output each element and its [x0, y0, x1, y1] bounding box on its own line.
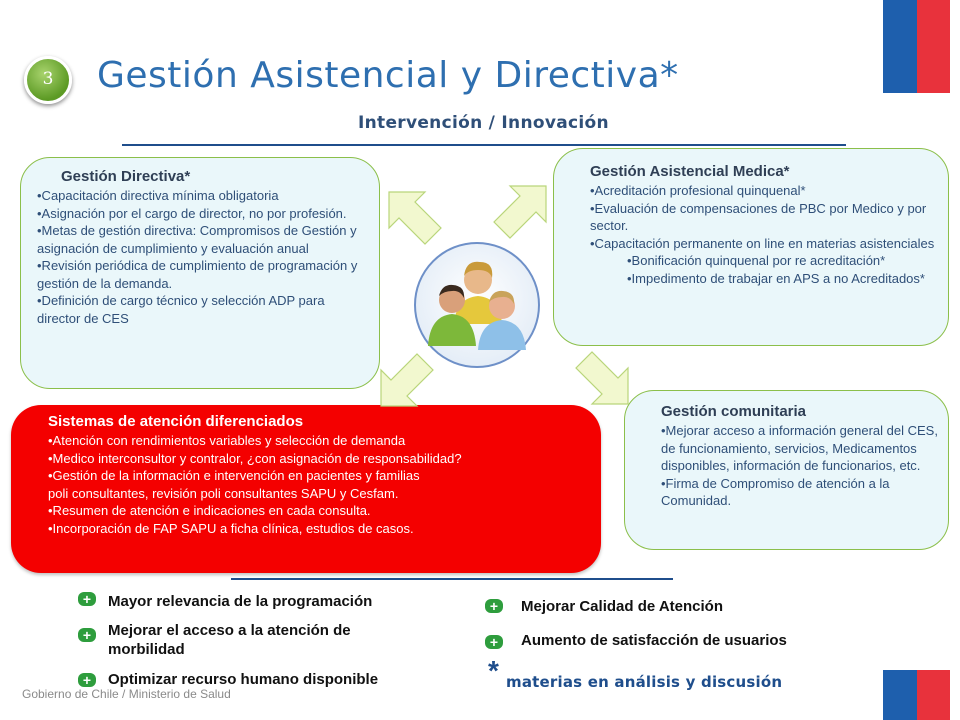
list-item: •Resumen de atención e indicaciones en cada consulta. [48, 503, 371, 518]
sistemas-atencion-list [48, 432, 593, 537]
plus-icon: + [485, 635, 503, 649]
page-subtitle: Intervención / Innovación [358, 113, 609, 133]
list-item: •Capacitación permanente on line en materias asistenciales [590, 235, 935, 251]
arrow-down-right-icon [572, 348, 632, 408]
divider-top [122, 144, 846, 146]
sistemas-atencion-box [11, 405, 601, 573]
divider-bottom [231, 578, 673, 580]
list-item: •Incorporación de FAP SAPU a ficha clínica, estudios de casos. [48, 520, 414, 536]
outcome-item: Mejorar Calidad de Atención [521, 598, 723, 615]
people-group-icon [412, 240, 542, 370]
arrow-up-right-icon [490, 182, 550, 242]
sistemas-atencion-heading: Sistemas de atención diferenciados [48, 413, 304, 430]
chile-flag-top-icon [883, 0, 950, 93]
plus-icon: + [78, 628, 96, 642]
plus-icon: + [78, 673, 96, 687]
list-item: •Firma de Compromiso de atención a la Comunidad. [661, 475, 890, 508]
footer-text: Gobierno de Chile / Ministerio de Salud [22, 687, 231, 701]
outcome-item: Aumento de satisfacción de usuarios [521, 632, 787, 649]
outcome-item: Mejorar el acceso a la atención de morbilidad [108, 622, 351, 658]
gestion-comunitaria-box [624, 390, 949, 550]
footnote-text: materias en análisis y discusión [506, 673, 783, 691]
list-item: •Atención con rendimientos variables y selección de demanda [48, 433, 406, 448]
list-item: •Bonificación quinquenal por re acreditación* [627, 253, 886, 268]
list-item: •Acreditación profesional quinquenal* [590, 183, 806, 198]
gestion-asistencial-heading: Gestión Asistencial Medica* [590, 163, 790, 180]
page-title: Gestión Asistencial y Directiva* [97, 55, 679, 96]
outcome-item: Mayor relevancia de la programación [108, 593, 373, 610]
list-item: •Gestión de la información e intervención en pacientes y familias [48, 468, 420, 483]
list-item: poli consultantes, revisión poli consultantes SAPU y Cesfam. [48, 485, 399, 501]
list-item: •Revisión periódica de cumplimiento de programación y gestión de la demanda. [37, 258, 358, 291]
gestion-directiva-heading: Gestión Directiva* [61, 168, 191, 185]
gestion-comunitaria-list [661, 422, 942, 510]
list-item: •Medico interconsultor y contralor, ¿con asignación de responsabilidad? [48, 450, 462, 466]
list-item: •Metas de gestión directiva: Compromisos de Gestión y asignación de cumplimiento y evaluación anual [37, 223, 357, 256]
gestion-asistencial-box [553, 148, 949, 346]
list-item: •Impedimento de trabajar en APS a no Acreditados* [627, 270, 925, 286]
gestion-directiva-list [37, 187, 369, 327]
plus-icon: + [78, 592, 96, 606]
outcome-item: Optimizar recurso humano disponible [108, 671, 379, 688]
gestion-comunitaria-heading: Gestión comunitaria [661, 403, 807, 420]
gestion-asistencial-list [590, 182, 944, 287]
chile-flag-bottom-icon [883, 670, 950, 720]
arrow-up-left-icon [385, 188, 445, 248]
gestion-directiva-box [20, 157, 380, 389]
list-item: •Mejorar acceso a información general del CES, de funcionamiento, servicios, Medicamentos disponibles, información de funcionarios, etc. [661, 423, 938, 473]
list-item: •Asignación por el cargo de director, no por profesión. [37, 205, 347, 221]
list-item: •Capacitación directiva mínima obligatoria [37, 188, 279, 203]
slide-number-badge: 3 [24, 56, 72, 104]
footnote-star: * [488, 655, 499, 686]
list-item: •Definición de cargo técnico y selección ADP para director de CES [37, 293, 325, 326]
list-item: •Evaluación de compensaciones de PBC por Medico y por sector. [590, 200, 927, 233]
plus-icon: + [485, 599, 503, 613]
